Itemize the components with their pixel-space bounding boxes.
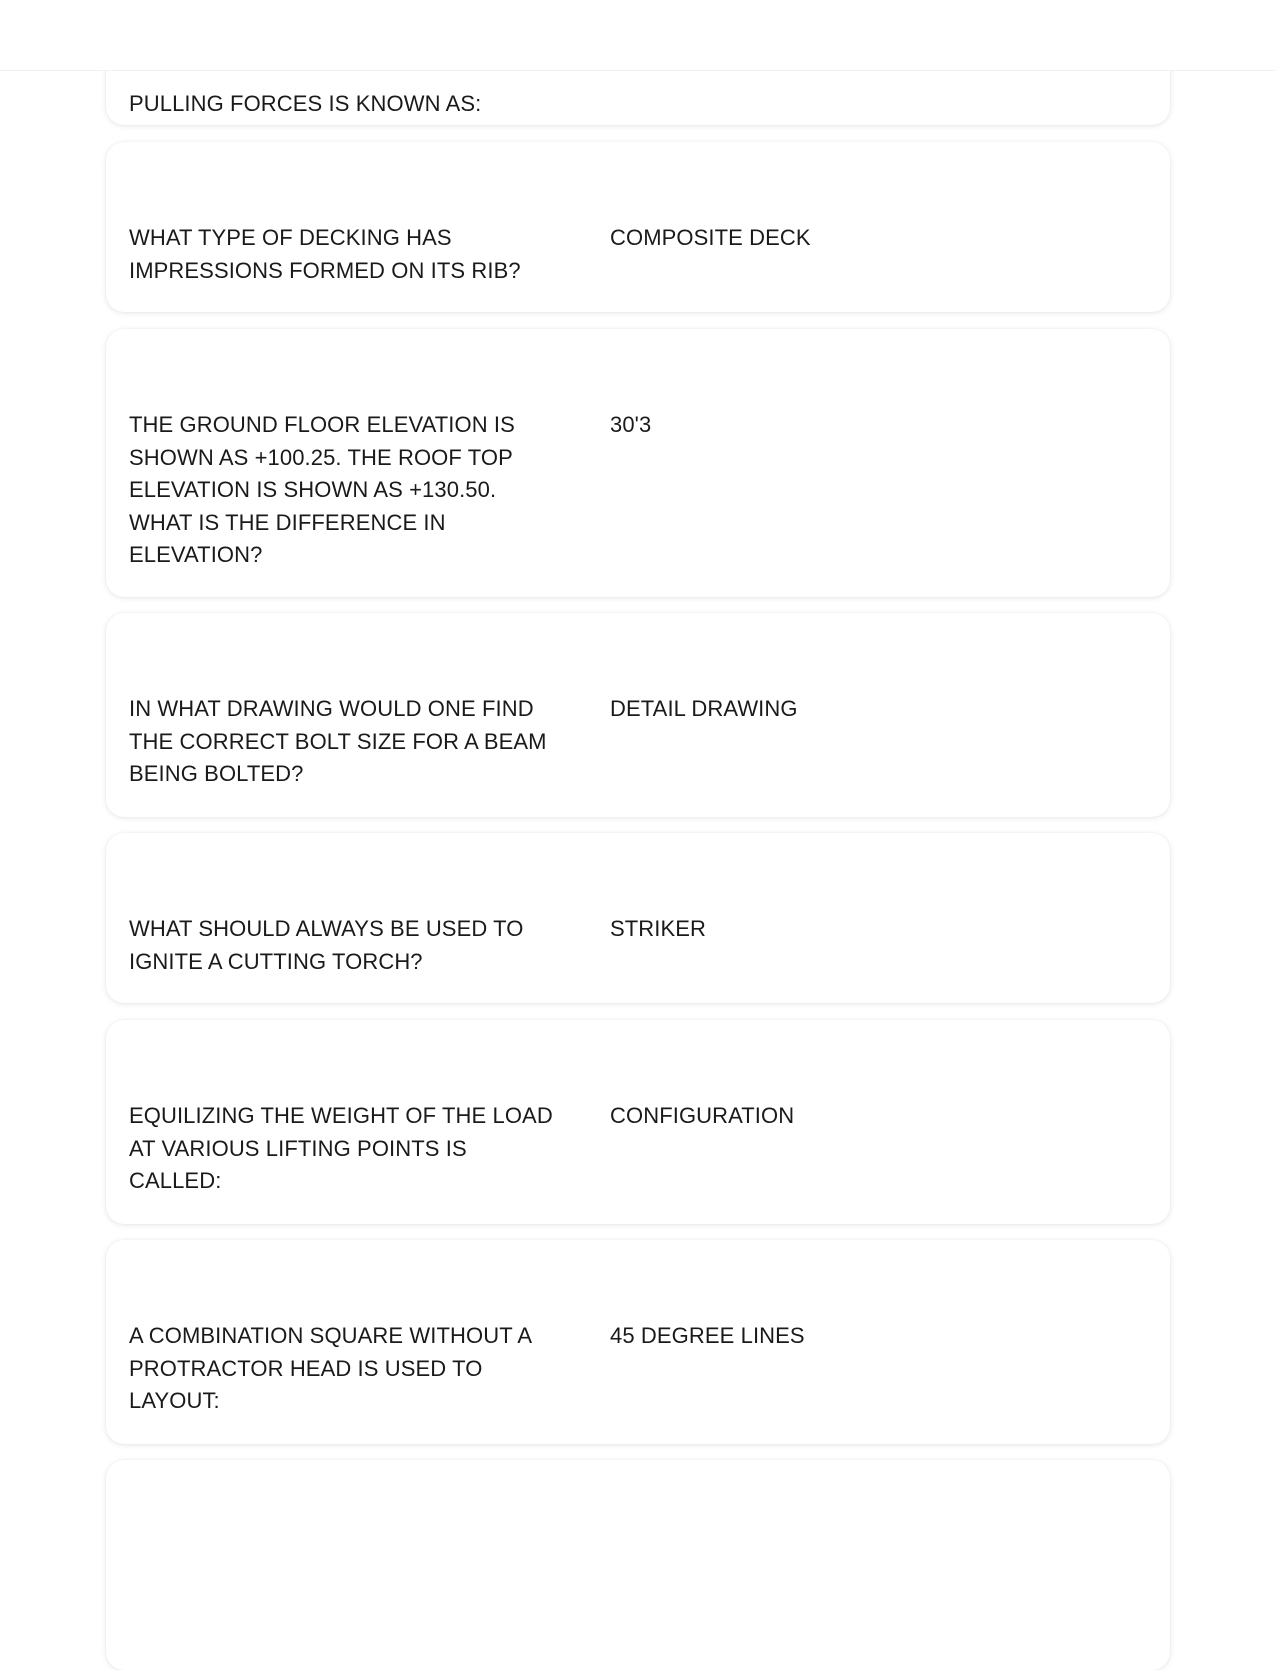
- flashcard-3[interactable]: [106, 329, 1170, 597]
- card-question: A COMBINATION SQUARE WITHOUT A PROTRACTOR HEAD IS USED TO LAYOUT:: [129, 1323, 531, 1413]
- card-question: EQUILIZING THE WEIGHT OF THE LOAD AT VARIOUS LIFTING POINTS IS CALLED:: [129, 1103, 553, 1193]
- top-header-area: [0, 0, 1275, 71]
- flashcard-6[interactable]: [106, 1020, 1170, 1224]
- flashcard-8[interactable]: [106, 1460, 1170, 1670]
- flashcard-7[interactable]: [106, 1240, 1170, 1444]
- card-question: WHAT SHOULD ALWAYS BE USED TO IGNITE A CUTTING TORCH?: [129, 916, 524, 974]
- card-answer: CONFIGURATION: [610, 1103, 795, 1128]
- card-question: WHAT TYPE OF DECKING HAS IMPRESSIONS FORMED ON ITS RIB?: [129, 225, 521, 283]
- flashcard-5[interactable]: [106, 833, 1170, 1003]
- card-question: IN WHAT DRAWING WOULD ONE FIND THE CORRECT BOLT SIZE FOR A BEAM BEING BOLTED?: [129, 696, 547, 786]
- card-question: THE GROUND FLOOR ELEVATION IS SHOWN AS +100.25. THE ROOF TOP ELEVATION IS SHOWN AS +130.50. WHAT IS THE DIFFERENCE IN ELEVATION?: [129, 412, 515, 567]
- card-answer: 45 DEGREE LINES: [610, 1323, 805, 1348]
- card-answer: 30'3: [610, 412, 652, 437]
- card-answer: DETAIL DRAWING: [610, 696, 798, 721]
- card-question: PULLING FORCES IS KNOWN AS:: [129, 91, 482, 116]
- flashcard-2[interactable]: [106, 142, 1170, 312]
- flashcard-4[interactable]: [106, 613, 1170, 817]
- card-answer: STRIKER: [610, 916, 707, 941]
- card-answer: COMPOSITE DECK: [610, 225, 811, 250]
